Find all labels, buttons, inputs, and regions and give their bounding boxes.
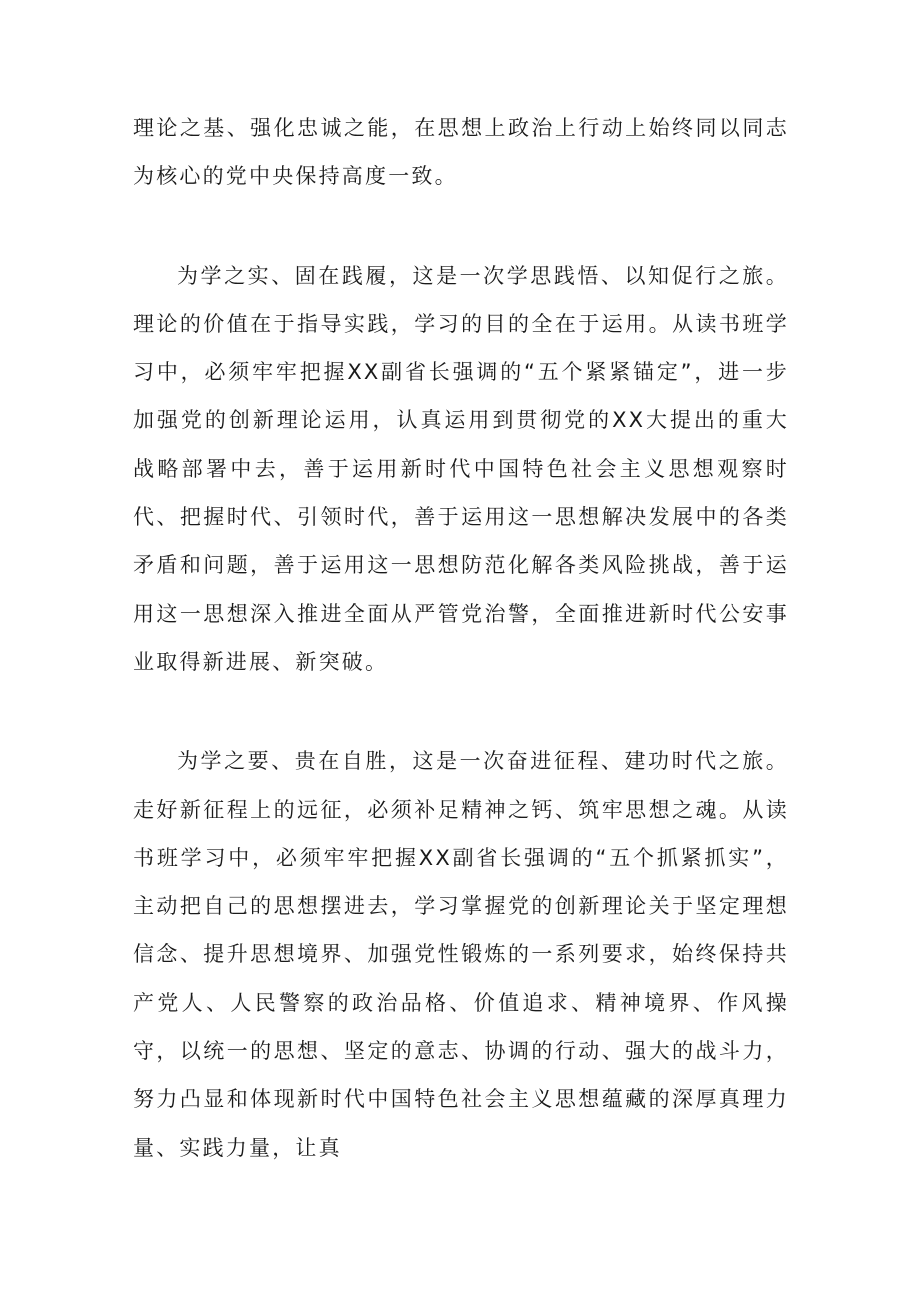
- paragraph-3: 为学之要、贵在自胜，这是一次奋进征程、建功时代之旅。走好新征程上的远征，必须补足精神之钙、筑牢思想之魂。从读书班学习中，必须牢牢把握XX副省长强调的“五个抓紧抓实”，主动把自己的思想摆进去，学习掌握党的创新理论关于坚定理想信念、提升思想境界、加强党性锻炼的一系列要求，始终保持共产党人、人民警察的政治品格、价值追求、精神境界、作风操守，以统一的思想、坚定的意志、协调的行动、强大的战斗力，努力凸显和体现新时代中国特色社会主义思想蕴藏的深厚真理力量、实践力量，让真: [133, 749, 789, 1160]
- paragraph-1: 理论之基、强化忠诚之能，在思想上政治上行动上始终同以同志为核心的党中央保持高度一致。: [133, 116, 789, 189]
- document-body: [133, 104, 789, 1172]
- paragraph-2: 为学之实、固在践履，这是一次学思践悟、以知促行之旅。理论的价值在于指导实践，学习的目的全在于运用。从读书班学习中，必须牢牢把握XX副省长强调的“五个紧紧锚定”，进一步加强党的创新理论运用，认真运用到贯彻党的XX大提出的重大战略部署中去，善于运用新时代中国特色社会主义思想观察时代、把握时代、引领时代，善于运用这一思想解决发展中的各类矛盾和问题，善于运用这一思想防范化解各类风险挑战，善于运用这一思想深入推进全面从严管党治警，全面推进新时代公安事业取得新进展、新突破。: [133, 263, 789, 674]
